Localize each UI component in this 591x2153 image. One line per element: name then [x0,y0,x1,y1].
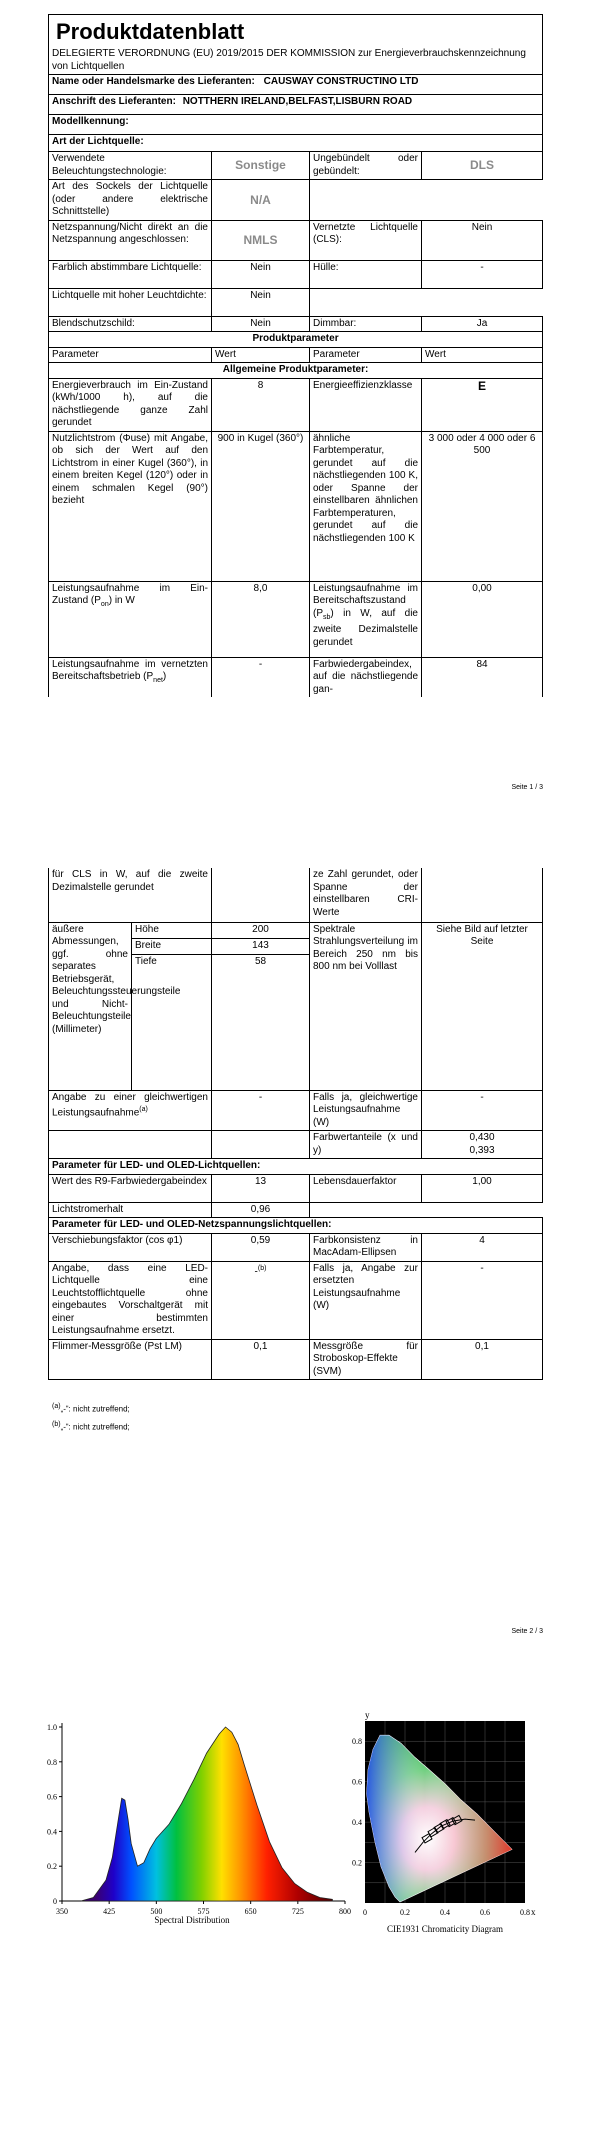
cri-label: Farbwiedergabeindex, auf die nächstliegende gan- [310,657,422,697]
dimmable-label: Dimmbar: [310,316,422,332]
cie-x-tick-label: 0.6 [480,1908,490,1917]
spectrum-x-tick-label: 725 [291,1907,304,1916]
cie-y-tick-label: 0.8 [352,1737,362,1747]
dimensions-label: äußere Abmessungen, ggf. ohne separates Betriebsgerät, Beleuchtungssteuerungsteile und Nicht-Beleuchtungsteile (Millimeter) [49,922,132,1090]
chromaticity-label: Farbwertanteile (x und y) [310,1131,422,1159]
cri-value: 84 [422,657,543,697]
height-value: 200 [212,922,310,938]
envelope-value: - [422,260,543,288]
spectrum-y-tick-label: 0 [53,1897,57,1906]
height-label: Höhe [132,922,212,938]
life-value: 1,00 [422,1174,543,1202]
high-luminance-label: Lichtquelle mit hoher Leuchtdichte: [49,288,212,316]
spectrum-caption: Spectral Distribution [154,1915,230,1925]
tech-value: Sonstige [212,152,310,180]
energy-on-value: 8 [212,378,310,431]
col-value-header-2: Wert [422,347,543,363]
cie-x-tick-label: 0.8 [520,1908,530,1917]
r9-value: 13 [212,1174,310,1202]
cie-x-tick-label: 0 [363,1908,367,1917]
p-net-label-cont: für CLS in W, auf die zweite Dezimalstelle gerundet [49,868,212,922]
spectrum-x-tick-label: 800 [339,1907,351,1916]
footnote-b: $^{(b)}$„-“: nicht zutreffend; [52,1421,130,1432]
spectrum-y-ticks [47,1723,62,1906]
p-sb-label: Leistungsaufnahme im Bereitschaftszustand $(P_{sb})$ in W, auf die zweite Dezimalstelle gerundet [310,581,422,657]
spd-value: Siehe Bild auf letzter Seite [422,922,543,1090]
cie-y-axis-label: y [365,1710,370,1720]
dimmable-value: Ja [422,316,543,332]
flicker-value: 0,1 [212,1339,310,1380]
flux-value: 900 in Kugel (360°) [212,431,310,581]
page-number-1: Seite 1 / 3 [511,784,543,791]
replacement-power-label: Falls ja, Angabe zur ersetzten Leistungsaufnahme (W) [310,1261,422,1339]
macadam-value: 4 [422,1233,543,1261]
envelope-label: Hülle: [310,260,422,288]
energy-on-label: Energieverbrauch im Ein-Zustand (kWh/1000 h), auf die nächstliegende ganze Zahl gerundet [49,378,212,431]
product-params-heading: Produktparameter [49,332,543,348]
p-on-value: 8,0 [212,581,310,657]
cie-y-tick-label: 0.4 [352,1818,362,1828]
p-sb-value: 0,00 [422,581,543,657]
tech-label: Verwendete Beleuchtungstechnologie: [49,152,212,180]
width-label: Breite [132,938,212,954]
spectrum-x-tick-label: 350 [56,1907,68,1916]
p-net-label: Leistungsaufnahme im vernetzten Bereitschaftsbetrieb $(P_{net})$ [49,657,212,697]
colour-tunable-label: Farblich abstimmbare Lichtquelle: [49,260,212,288]
spd-label: Spektrale Strahlungsverteilung im Bereich 250 nm bis 800 nm bei Volllast [310,922,422,1090]
displacement-label: Verschiebungsfaktor (cos φ1) [49,1233,212,1261]
socket-value: N/A [212,180,310,221]
spectrum-y-tick-label: 1.0 [47,1723,57,1732]
datasheet-table-1 [48,14,543,697]
cie-chromaticity-chart [345,1710,545,1948]
spectrum-x-tick-label: 425 [103,1907,116,1916]
cie-y-tick-label: 0.6 [352,1777,362,1787]
replacement-power-value: - [422,1261,543,1339]
cct-value: 3 000 oder 4 000 oder 6 500 [422,431,543,581]
connected-value: Nein [422,220,543,260]
supplier-name: CAUSWAY CONSTRUCTINO LTD [263,76,419,87]
equiv-power-label: Falls ja, gleichwertige Leistungsaufnahme (W) [310,1090,422,1131]
cri-label-cont: ze Zahl gerundet, oder Spanne der einstellbaren CRI-Werte [310,868,422,922]
col-param-header: Parameter [49,347,212,363]
lumen-maintenance-label: Lichtstromerhalt [49,1202,212,1218]
led-params-heading: Parameter für LED- und OLED-Lichtquellen: [49,1159,543,1175]
cie-x-tick-label: 0.2 [400,1908,410,1917]
nondirectional-label: Ungebündelt oder gebündelt: [310,152,422,180]
page-title: Produktdatenblatt [56,19,245,44]
supplier-address-label: Anschrift des Lieferanten: [52,96,176,107]
flux-label: Nutzlichtstrom (Φuse) mit Angabe, ob sich der Wert auf den Lichtstrom in einer Kugel (360°), in einem breiten Kegel (120°) oder in einem schmalen Kegel (90°) bezieht [49,431,212,581]
spectrum-y-tick-label: 0.8 [47,1757,57,1767]
energy-class-label: Energieeffizienzklasse [310,378,422,431]
high-luminance-value: Nein [212,288,310,316]
equiv-power-value: - [422,1090,543,1131]
col-param-header-2: Parameter [310,347,422,363]
regulation-subtitle: DELEGIERTE VERORDNUNG (EU) 2019/2015 DER KOMMISSION zur Energieverbrauchskennzeichnung von Lichtquellen [49,47,543,75]
macadam-label: Farbkonsistenz in MacAdam-Ellipsen [310,1233,422,1261]
spectrum-x-tick-label: 650 [244,1907,257,1916]
glare-value: Nein [212,316,310,332]
footnote-a: $^{(a)}$„-“: nicht zutreffend; [52,1403,130,1414]
life-label: Lebensdauerfaktor [310,1174,422,1202]
mains-value: NMLS [212,220,310,260]
general-params-heading: Allgemeine Produktparameter: [49,363,543,379]
spectral-distribution-chart [40,1715,360,1940]
nondirectional-value: DLS [422,152,543,180]
equiv-label: Angabe zu einer gleichwertigen Leistungsaufnahme$^{(a)}$ [49,1090,212,1131]
displacement-value: 0,59 [212,1233,310,1261]
supplier-name-label: Name oder Handelsmarke des Lieferanten: [52,76,255,87]
colour-tunable-value: Nein [212,260,310,288]
equiv-value: - [212,1090,310,1131]
spectrum-y-tick-label: 0.4 [47,1827,57,1837]
datasheet-table-2 [48,868,543,1380]
glare-label: Blendschutzschild: [49,316,212,332]
cct-label: ähnliche Farbtemperatur, gerundet auf die nächstliegenden 100 K, oder Spanne der einstellbaren ähnlichen Farbtemperaturen, gerundet auf die nächstliegenden 100 K [310,431,422,581]
socket-label: Art des Sockels der Lichtquelle (oder andere elektrische Schnittstelle) [49,180,212,221]
cie-caption: CIE1931 Chromaticity Diagram [387,1924,503,1934]
replacement-label: Angabe, dass eine LED-Lichtquelle eine Leuchtstofflichtquelle ohne eingebautes Vorschaltgerät mit einer bestimmten Leistungsaufnahme ersetzt. [49,1261,212,1339]
spectrum-x-ticks [56,1901,351,1916]
page-number-2: Seite 2 / 3 [511,1628,543,1635]
connected-label: Vernetzte Lichtquelle (CLS): [310,220,422,260]
stroboscopic-value: 0,1 [422,1339,543,1380]
model-label: Modellkennung: [49,115,543,135]
source-type-label: Art der Lichtquelle: [49,135,543,152]
lumen-maintenance-value: 0,96 [212,1202,310,1218]
spectrum-x-tick-label: 575 [197,1907,210,1916]
depth-value: 58 [212,955,310,1090]
col-value-header: Wert [212,347,310,363]
cie-x-axis-label: x [531,1907,536,1917]
chromaticity-value: 0,430 0,393 [422,1131,543,1159]
p-net-value: - [212,657,310,697]
supplier-address: NOTTHERN IRELAND,BELFAST,LISBURN ROAD [182,96,413,107]
p-on-label: Leistungsaufnahme im Ein-Zustand $(P_{on})$ in W [49,581,212,657]
depth-label: Tiefe [132,955,212,1090]
cie-x-ticks [363,1908,530,1917]
flicker-label: Flimmer-Messgröße (Pst LM) [49,1339,212,1380]
spectrum-y-tick-label: 0.6 [47,1792,57,1802]
stroboscopic-label: Messgröße für Stroboskop-Effekte (SVM) [310,1339,422,1380]
spectrum-area [81,1727,333,1901]
spectrum-x-tick-label: 500 [150,1907,163,1916]
cie-y-tick-label: 0.2 [352,1858,362,1868]
cie-x-tick-label: 0.4 [440,1908,450,1917]
replacement-value: -$^{(b)}$ [212,1261,310,1339]
mains-label: Netzspannung/Nicht direkt an die Netzspannung angeschlossen: [49,220,212,260]
width-value: 143 [212,938,310,954]
led-mains-params-heading: Parameter für LED- und OLED-Netzspannungslichtquellen: [49,1218,543,1234]
spectrum-y-tick-label: 0.2 [47,1862,57,1872]
r9-label: Wert des R9-Farbwiedergabeindex [49,1174,212,1202]
energy-class-value: E [422,378,543,431]
cie-y-ticks [352,1737,362,1867]
